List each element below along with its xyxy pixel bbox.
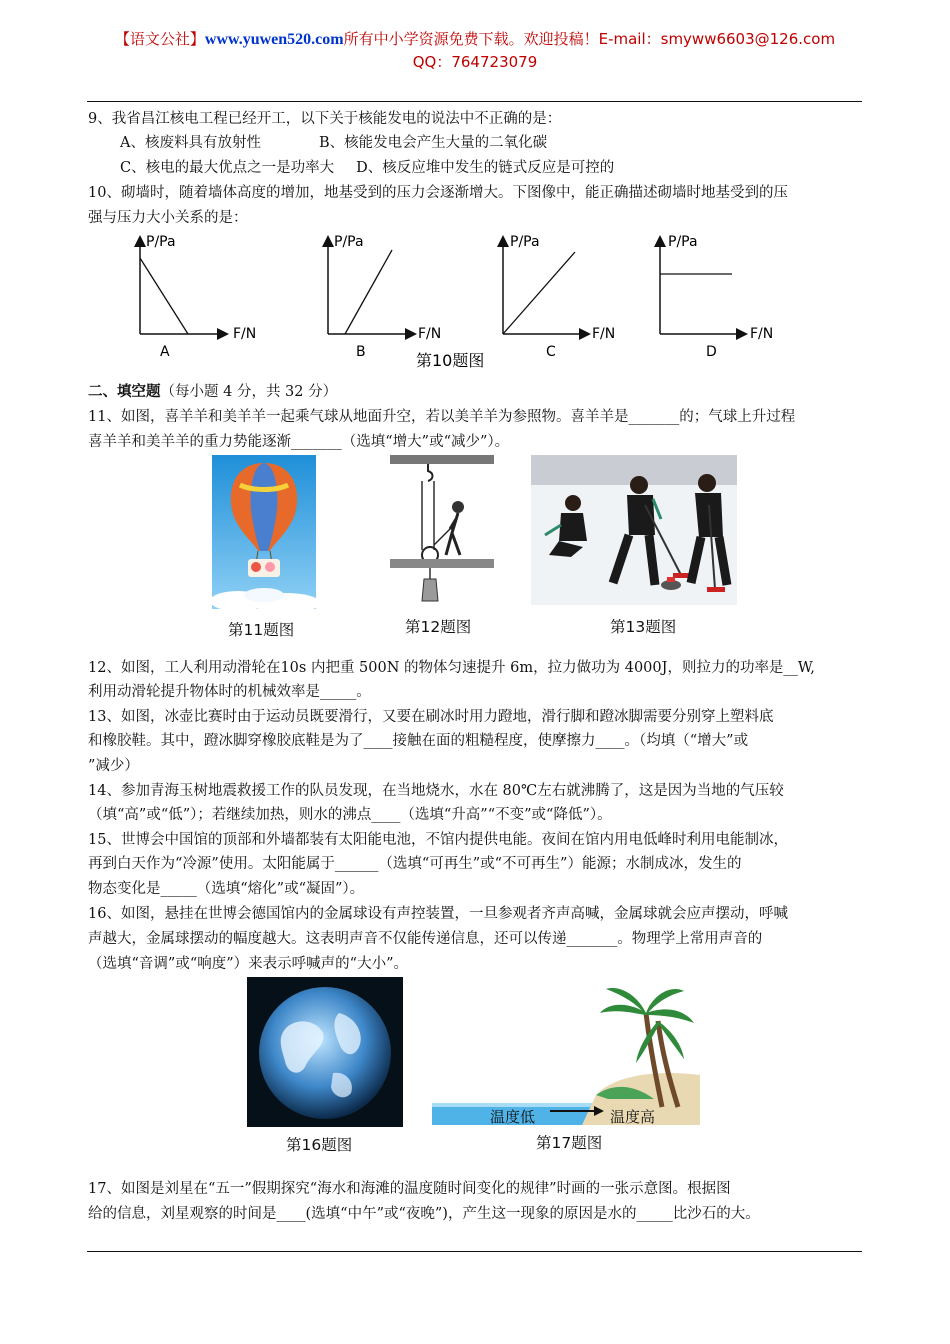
graph-a-y-label: P/Pa bbox=[146, 234, 176, 250]
fig17-label-low: 温度低 bbox=[490, 1108, 536, 1126]
fig11-balloon-image bbox=[212, 455, 316, 609]
q13-line-3: ”减少） bbox=[88, 758, 139, 774]
graph-d-x-label: F/N bbox=[750, 326, 774, 342]
q9-stem: 9、我省昌江核电工程已经开工，以下关于核能发电的说法中不正确的是： bbox=[88, 111, 562, 127]
fig16-caption: 第16题图 bbox=[286, 1136, 353, 1154]
graph-b-line bbox=[345, 250, 392, 334]
header-site-link[interactable]: www.yuwen520.com bbox=[204, 31, 344, 48]
q10-stem-2: 强与压力大小关系的是： bbox=[88, 210, 248, 226]
fig17-beach-image bbox=[432, 977, 700, 1127]
q13-line-2: 和橡胶鞋。其中，蹬冰脚穿橡胶底鞋是为了____接触在面的粗糙程度，使摩擦力____。（均填（“增大”或 bbox=[88, 733, 749, 749]
q15-line-1: 15、世博会中国馆的顶部和外墙都装有太阳能电池，不馆内提供电能。夜间在馆内用电低峰时利用电能制冰， bbox=[88, 832, 788, 848]
graph-a-line bbox=[140, 258, 188, 334]
q16-line-2: 声越大，金属球摆动的幅度越大。这表明声音不仅能传递信息，还可以传递_______。物理学上常用声音的 bbox=[88, 931, 763, 947]
graph-b-y-label: P/Pa bbox=[334, 234, 364, 250]
q9-option-b: B、核能发电会产生大量的二氧化碳 bbox=[318, 135, 548, 151]
q12-line-1: 12、如图，工人利用动滑轮在10s 内把重 500N 的物体匀速提升 6m，拉力做功为 4000J，则拉力的功率是__W, bbox=[88, 660, 815, 676]
header-line-1 bbox=[0, 28, 950, 51]
section-2-note: （每小题 4 分，共 32 分） bbox=[160, 384, 338, 400]
graph-d bbox=[660, 234, 773, 360]
q16-line-1: 16、如图，悬挂在世博会德国馆内的金属球设有声控装置，一旦参观者齐声高喊，金属球就会应声摆动，呼喊 bbox=[88, 906, 788, 922]
q14-line-1: 14、参加青海玉树地震救援工作的队员发现，在当地烧水，水在 80℃左右就沸腾了，这是因为当地的气压较 bbox=[88, 783, 784, 799]
q12-line-2: 利用动滑轮提升物体时的机械效率是_____。 bbox=[88, 684, 371, 700]
q9-options-ab bbox=[88, 131, 863, 156]
fig16-globe-image bbox=[247, 977, 403, 1127]
fig11-caption: 第11题图 bbox=[228, 621, 295, 639]
q11-line-1: 11、如图，喜羊羊和美羊羊一起乘气球从地面升空，若以美羊羊为参照物。喜羊羊是_______的；气球上升过程 bbox=[88, 409, 796, 425]
fig12-caption: 第12题图 bbox=[405, 618, 472, 636]
graph-a-label: A bbox=[160, 344, 170, 360]
fig17-caption: 第17题图 bbox=[536, 1134, 603, 1152]
graph-b bbox=[328, 234, 441, 360]
graph-c-y-label: P/Pa bbox=[510, 234, 540, 250]
fig13-curling-image bbox=[531, 455, 737, 605]
section-2-title: 二、填空题 bbox=[88, 383, 161, 400]
q13-line-1: 13、如图，冰壶比赛时由于运动员既要滑行，又要在刷冰时用力蹬地，滑行脚和蹬冰脚需要分别穿上塑料底 bbox=[88, 709, 774, 725]
fig17-label-high: 温度高 bbox=[610, 1108, 656, 1126]
q15-line-3: 物态变化是_____（选填“熔化”或“凝固”）。 bbox=[88, 881, 365, 897]
graph-a bbox=[140, 234, 256, 360]
q9-option-c: C、核电的最大优点之一是功率大 bbox=[120, 160, 335, 176]
graph-b-x-label: F/N bbox=[418, 326, 442, 342]
q14-line-2: （填“高”或“低”）；若继续加热，则水的沸点____（选填“升高”“不变”或“降低”）。 bbox=[88, 807, 612, 823]
fig13-caption: 第13题图 bbox=[610, 618, 677, 636]
q9-option-d: D、核反应堆中发生的链式反应是可控的 bbox=[356, 160, 615, 176]
header-brand: 【语文公社】 bbox=[114, 30, 205, 48]
q9-options-cd bbox=[88, 156, 863, 181]
graph-c-line bbox=[503, 252, 575, 334]
graph-b-label: B bbox=[356, 344, 366, 360]
header-contact: 所有中小学资源免费下载。欢迎投稿！E-mail：smyww6603@126.com bbox=[343, 30, 836, 48]
graph-a-x-label: F/N bbox=[233, 326, 257, 342]
fig12-pulley-image bbox=[390, 455, 494, 609]
q16-line-3: （选填“音调”或“响度”）来表示呼喊声的“大小”。 bbox=[88, 956, 408, 972]
q15-line-2: 再到白天作为“冷源”使用。太阳能属于______（选填“可再生”或“不可再生”）能源；水制成冰，发生的 bbox=[88, 856, 742, 872]
q10-caption: 第10题图 bbox=[416, 351, 485, 370]
bottom-rule bbox=[87, 1251, 862, 1252]
q10-graphs bbox=[120, 228, 800, 378]
graph-c bbox=[503, 234, 615, 360]
graph-c-label: C bbox=[546, 344, 556, 360]
q17-line-1: 17、如图是刘星在“五一”假期探究“海水和海滩的温度随时间变化的规律”时画的一张示意图。根据图 bbox=[88, 1181, 731, 1197]
q10-stem-1: 10、砌墙时，随着墙体高度的增加，地基受到的压力会逐渐增大。下图像中，能正确描述砌墙时地基受到的压 bbox=[88, 185, 788, 201]
q17-line-2: 给的信息，刘星观察的时间是____(选填“中午”或“夜晚”)，产生这一现象的原因是水的_____比沙石的大。 bbox=[88, 1206, 760, 1222]
section-2-heading bbox=[88, 380, 863, 405]
graph-c-x-label: F/N bbox=[592, 326, 616, 342]
q11-line-2: 喜羊羊和美羊羊的重力势能逐渐_______（选填“增大”或“减少”）。 bbox=[88, 434, 510, 450]
top-rule bbox=[87, 101, 862, 102]
graph-d-label: D bbox=[706, 344, 717, 360]
q9-option-a: A、核废料具有放射性 bbox=[120, 135, 261, 151]
page-header bbox=[0, 28, 950, 73]
graph-d-y-label: P/Pa bbox=[668, 234, 698, 250]
header-qq: QQ：764723079 bbox=[412, 53, 538, 71]
